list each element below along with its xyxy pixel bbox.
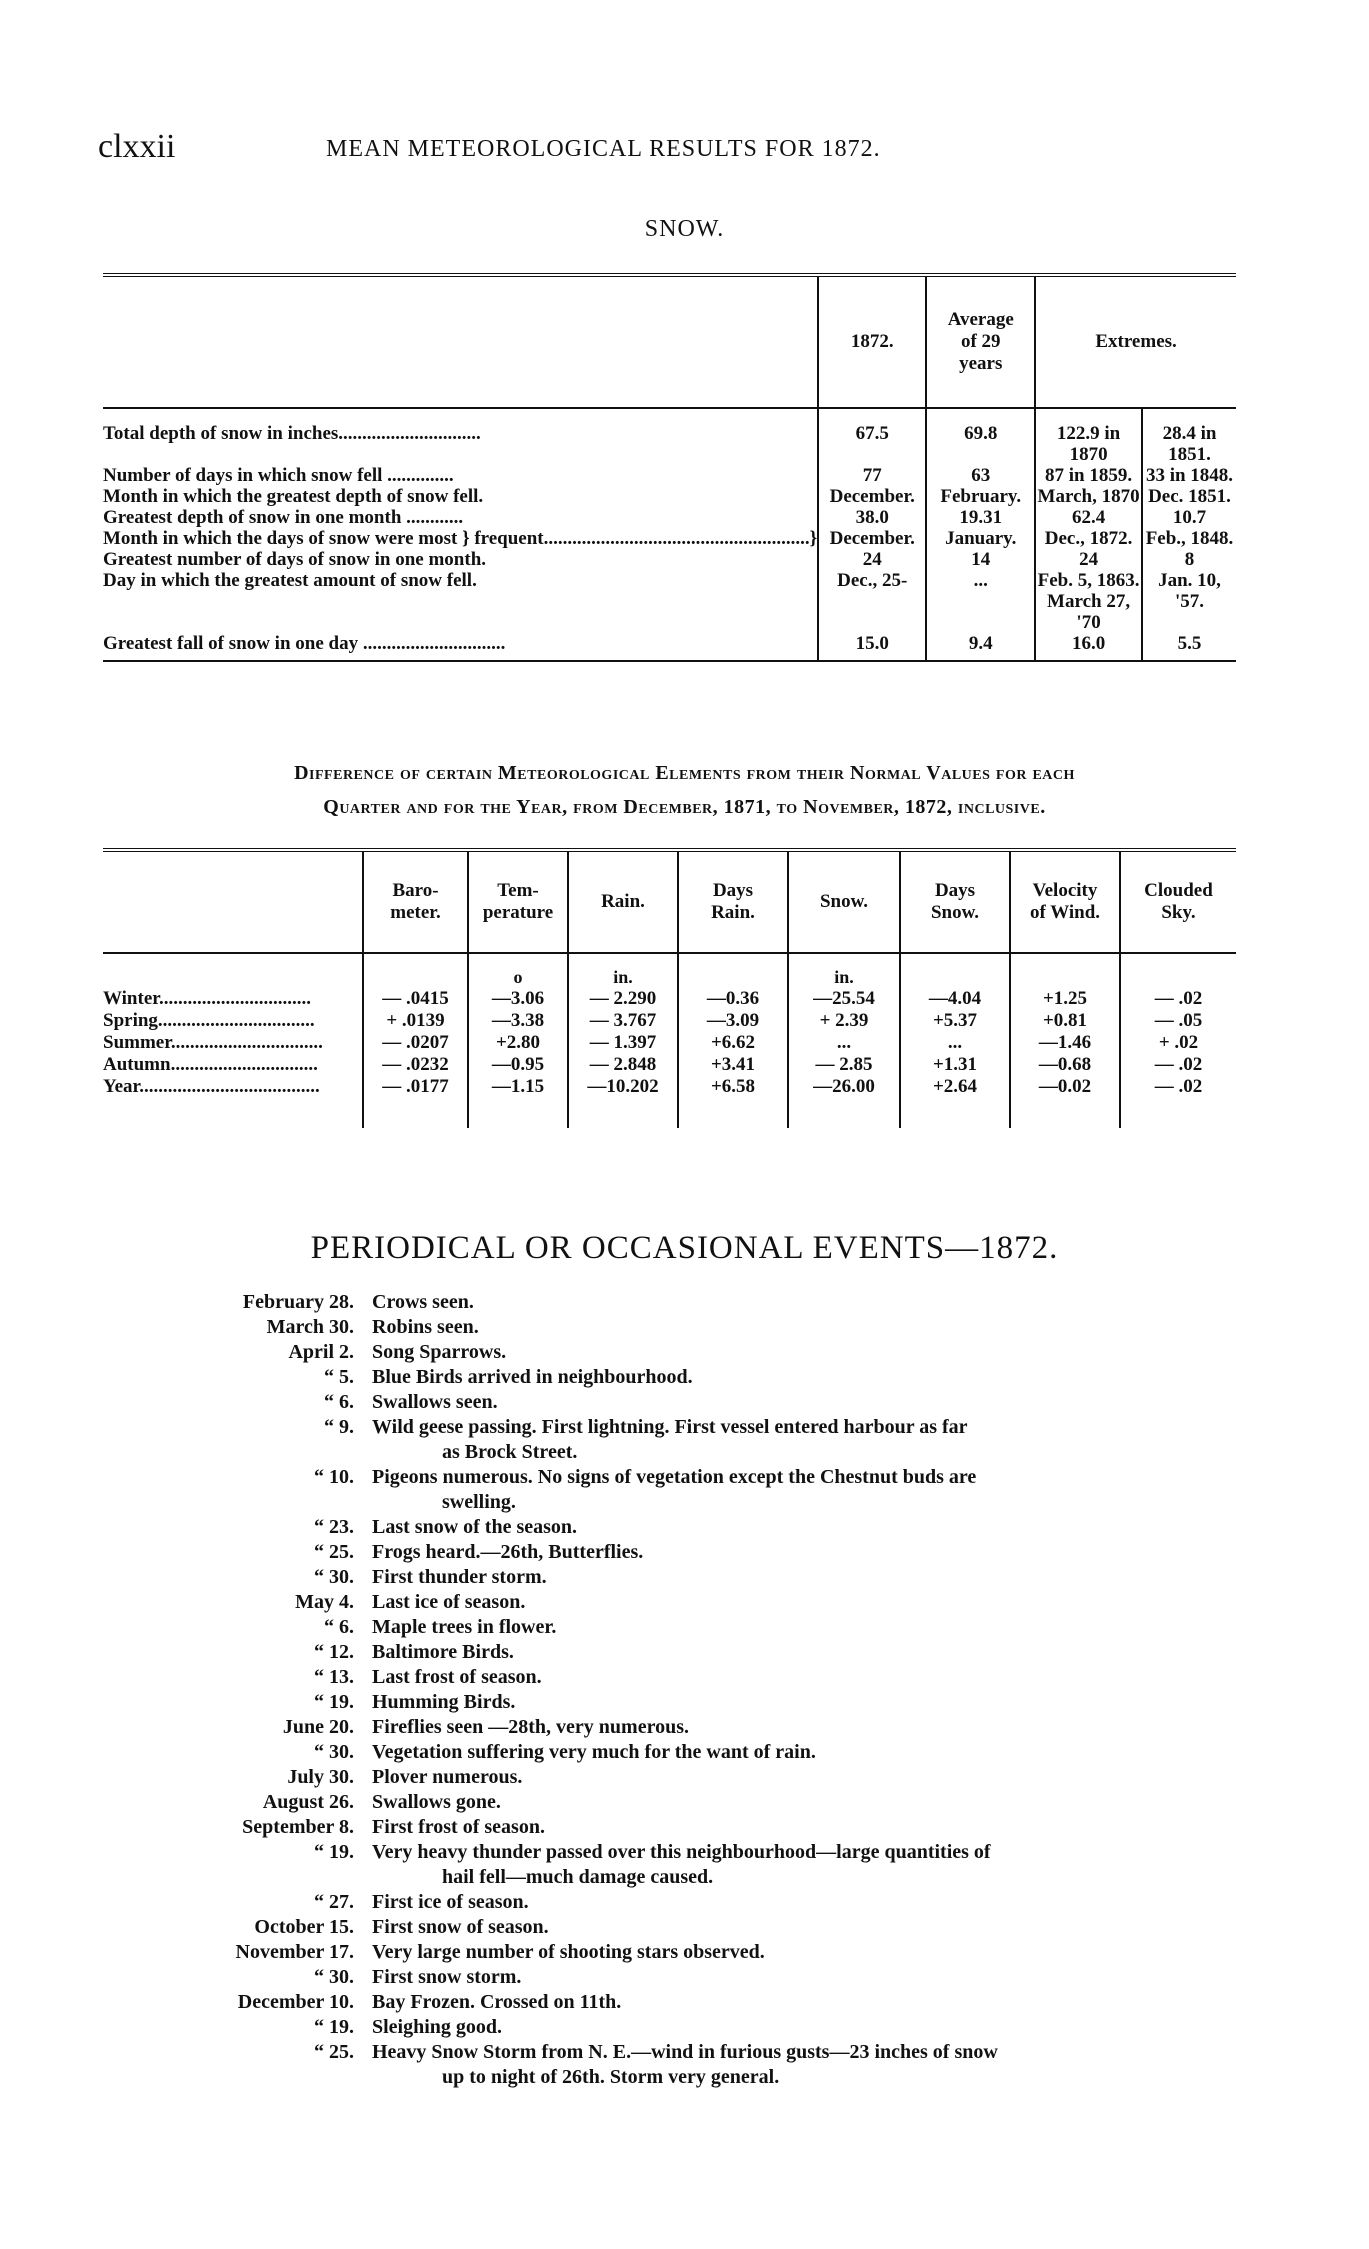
event-item <box>140 1890 1220 1915</box>
snow-extreme-low: 28.4 in 1851. <box>1142 408 1236 465</box>
event-text-line: First frost of season. <box>372 1816 545 1838</box>
event-date: “ 6. <box>324 1616 354 1638</box>
event-date: “ 30. <box>314 1566 354 1588</box>
snow-value-average: January. <box>926 528 1035 549</box>
col-header-days-snow: Days Snow. <box>900 850 1010 953</box>
snow-row-label: Month in which the greatest depth of snow fell. <box>103 486 484 507</box>
event-text-line: Sleighing good. <box>372 2016 503 2038</box>
event-text-line: Very large number of shooting stars observed. <box>372 1941 765 1963</box>
event-text-line: Frogs heard.—26th, Butterflies. <box>372 1541 644 1563</box>
event-text-line: Last ice of season. <box>372 1591 526 1613</box>
snow-row-label: Greatest depth of snow in one month ............ <box>103 507 464 528</box>
difference-value: —26.00 <box>788 1076 900 1128</box>
event-text <box>372 1465 1220 1515</box>
event-text-continuation: as Brock Street. <box>442 1441 578 1463</box>
event-date: April 2. <box>288 1341 354 1363</box>
event-text <box>372 1990 1220 2015</box>
snow-extreme-high: Feb. 5, 1863. March 27, '70 <box>1035 570 1142 633</box>
snow-extreme-low: Jan. 10, '57. <box>1142 570 1236 633</box>
snow-row <box>103 408 1236 465</box>
event-item <box>140 1540 1220 1565</box>
event-text-line: Swallows seen. <box>372 1391 498 1413</box>
col-header-days-rain: Days Rain. <box>678 850 788 953</box>
season-label: Autumn............................... <box>103 1054 318 1075</box>
difference-value: —0.95 <box>468 1054 568 1076</box>
snow-value-1872: 15.0 <box>818 633 926 661</box>
event-text <box>372 1690 1220 1715</box>
difference-row <box>103 1010 1236 1032</box>
snow-row-label: Greatest fall of snow in one day .............................. <box>103 633 818 661</box>
event-item <box>140 1465 1220 1515</box>
difference-value: —3.38 <box>468 1010 568 1032</box>
events-title: PERIODICAL OR OCCASIONAL EVENTS—1872. <box>310 1230 1059 1266</box>
difference-title-line-1: Difference of certain Meteorological Elements from their Normal Values for each <box>294 762 1075 784</box>
event-item <box>140 1390 1220 1415</box>
events-list <box>140 1290 1220 2090</box>
event-text <box>372 1840 1220 1890</box>
event-date: “ 25. <box>314 2041 354 2063</box>
unit-label: in. <box>788 953 900 988</box>
difference-value: +0.81 <box>1010 1010 1120 1032</box>
snow-row-label: Greatest number of days of snow in one month. <box>103 549 487 570</box>
event-text-line: Crows seen. <box>372 1291 474 1313</box>
event-date: February 28. <box>242 1291 354 1313</box>
difference-value: — .02 <box>1120 1054 1236 1076</box>
event-text <box>372 1790 1220 1815</box>
event-text-line: Blue Birds arrived in neighbourhood. <box>372 1366 693 1388</box>
difference-value: — .02 <box>1120 988 1236 1010</box>
snow-value-1872: 77 <box>818 465 926 486</box>
event-text <box>372 1815 1220 1840</box>
event-date: September 8. <box>242 1816 354 1838</box>
event-text <box>372 1590 1220 1615</box>
difference-value: +2.64 <box>900 1076 1010 1128</box>
difference-value: +6.58 <box>678 1076 788 1128</box>
event-date: “ 25. <box>314 1541 354 1563</box>
event-date: “ 6. <box>324 1391 354 1413</box>
event-date: December 10. <box>237 1991 354 2013</box>
difference-value: +5.37 <box>900 1010 1010 1032</box>
difference-value: +1.25 <box>1010 988 1120 1010</box>
difference-row <box>103 1054 1236 1076</box>
event-text-line: Humming Birds. <box>372 1691 516 1713</box>
snow-value-1872: December. <box>818 486 926 507</box>
event-date: July 30. <box>287 1766 354 1788</box>
event-item <box>140 1415 1220 1465</box>
season-label: Spring................................. <box>103 1010 315 1031</box>
season-label: Winter................................ <box>103 988 311 1009</box>
event-text <box>372 1915 1220 1940</box>
season-label: Year...................................... <box>103 1076 320 1097</box>
col-header-average: Average of 29 years <box>926 275 1035 408</box>
difference-value: + 2.39 <box>788 1010 900 1032</box>
event-text <box>372 1290 1220 1315</box>
snow-value-average: 9.4 <box>926 633 1035 661</box>
difference-value: —3.06 <box>468 988 568 1010</box>
event-item <box>140 2015 1220 2040</box>
season-label: Summer................................ <box>103 1032 323 1053</box>
col-header-barometer: Baro-meter. <box>363 850 468 953</box>
difference-row <box>103 1076 1236 1128</box>
event-item <box>140 1765 1220 1790</box>
unit-label <box>678 953 788 988</box>
difference-value: — 3.767 <box>568 1010 678 1032</box>
col-header-clouded-sky: Clouded Sky. <box>1120 850 1236 953</box>
event-date: “ 12. <box>314 1641 354 1663</box>
snow-row <box>103 633 1236 661</box>
event-text-continuation: hail fell—much damage caused. <box>442 1866 714 1888</box>
difference-value: —25.54 <box>788 988 900 1010</box>
event-text-line: Pigeons numerous. No signs of vegetation except the Chestnut buds are <box>372 1466 977 1488</box>
event-item <box>140 1365 1220 1390</box>
snow-row <box>103 465 1236 486</box>
snow-row <box>103 570 1236 633</box>
event-item <box>140 1590 1220 1615</box>
event-date: “ 10. <box>314 1466 354 1488</box>
snow-extreme-high: 122.9 in 1870 <box>1035 408 1142 465</box>
snow-value-average: 69.8 <box>926 408 1035 465</box>
event-text-continuation: swelling. <box>442 1491 516 1513</box>
event-item <box>140 1315 1220 1340</box>
unit-label: in. <box>568 953 678 988</box>
event-text-line: Heavy Snow Storm from N. E.—wind in furious gusts—23 inches of snow <box>372 2041 998 2063</box>
event-text-line: Very heavy thunder passed over this neighbourhood—large quantities of <box>372 1841 991 1863</box>
snow-extreme-low: 5.5 <box>1142 633 1236 661</box>
snow-row-label: Total depth of snow in inches.............................. <box>103 423 481 444</box>
event-text-line: Baltimore Birds. <box>372 1641 514 1663</box>
snow-value-1872: 38.0 <box>818 507 926 528</box>
event-text-line: Swallows gone. <box>372 1791 501 1813</box>
difference-table-header <box>103 850 1236 953</box>
difference-value: —4.04 <box>900 988 1010 1010</box>
event-text <box>372 1565 1220 1590</box>
event-item <box>140 1815 1220 1840</box>
difference-value: —0.02 <box>1010 1076 1120 1128</box>
event-text-line: Robins seen. <box>372 1316 479 1338</box>
event-date: “ 19. <box>314 2016 354 2038</box>
col-header-velocity-wind: Velocity of Wind. <box>1010 850 1120 953</box>
event-date: “ 13. <box>314 1666 354 1688</box>
difference-value: — .02 <box>1120 1076 1236 1128</box>
snow-row <box>103 486 1236 507</box>
snow-row-label: Day in which the greatest amount of snow fell. <box>103 570 477 591</box>
difference-table-body <box>103 953 1236 1128</box>
snow-extreme-high: 62.4 <box>1035 507 1142 528</box>
event-date: “ 30. <box>314 1966 354 1988</box>
event-text <box>372 1665 1220 1690</box>
snow-value-average: 14 <box>926 549 1035 570</box>
page-number: clxxii <box>98 128 176 165</box>
snow-row-label: Month in which the days of snow were most } frequent........................................................} <box>103 528 818 549</box>
snow-extreme-high: Dec., 1872. <box>1035 528 1142 549</box>
difference-title <box>0 756 1369 824</box>
unit-label <box>1120 953 1236 988</box>
difference-value: + .0139 <box>363 1010 468 1032</box>
difference-value: —0.36 <box>678 988 788 1010</box>
difference-value: —0.68 <box>1010 1054 1120 1076</box>
event-text <box>372 1715 1220 1740</box>
event-text-line: First thunder storm. <box>372 1566 547 1588</box>
event-item <box>140 1665 1220 1690</box>
col-header-rain: Rain. <box>568 850 678 953</box>
event-text <box>372 1390 1220 1415</box>
difference-value: ... <box>900 1032 1010 1054</box>
snow-row <box>103 507 1236 528</box>
snow-title: SNOW. <box>644 216 725 242</box>
event-text <box>372 2040 1220 2090</box>
event-date: “ 19. <box>314 1841 354 1863</box>
snow-value-average: 63 <box>926 465 1035 486</box>
unit-label <box>900 953 1010 988</box>
difference-value: —1.46 <box>1010 1032 1120 1054</box>
unit-label <box>363 953 468 988</box>
event-text <box>372 1890 1220 1915</box>
difference-value: —3.09 <box>678 1010 788 1032</box>
event-date: “ 27. <box>314 1891 354 1913</box>
units-row <box>103 953 1236 988</box>
event-text-line: Plover numerous. <box>372 1766 523 1788</box>
snow-table-header <box>103 275 1236 408</box>
event-date: November 17. <box>235 1941 354 1963</box>
event-text-line: Maple trees in flower. <box>372 1616 557 1638</box>
snow-row <box>103 528 1236 549</box>
event-date: “ 23. <box>314 1516 354 1538</box>
difference-value: — .0177 <box>363 1076 468 1128</box>
event-text-line: First ice of season. <box>372 1891 529 1913</box>
snow-extreme-high: March, 1870 <box>1035 486 1142 507</box>
difference-value: — .0415 <box>363 988 468 1010</box>
event-text <box>372 1615 1220 1640</box>
difference-table <box>103 848 1236 1128</box>
snow-table-body <box>103 408 1236 661</box>
difference-value: — .0232 <box>363 1054 468 1076</box>
difference-value: — .05 <box>1120 1010 1236 1032</box>
snow-extreme-high: 24 <box>1035 549 1142 570</box>
event-date: March 30. <box>266 1316 354 1338</box>
difference-value: +1.31 <box>900 1054 1010 1076</box>
snow-extreme-low: Feb., 1848. <box>1142 528 1236 549</box>
snow-value-average: 19.31 <box>926 507 1035 528</box>
event-text <box>372 1540 1220 1565</box>
difference-title-line-2: Quarter and for the Year, from December, 1871, to November, 1872, inclusive. <box>323 796 1046 818</box>
snow-row <box>103 549 1236 570</box>
col-header-1872: 1872. <box>818 275 926 408</box>
event-text-continuation: up to night of 26th. Storm very general. <box>442 2066 780 2088</box>
event-text <box>372 1765 1220 1790</box>
event-item <box>140 1840 1220 1890</box>
event-text <box>372 1740 1220 1765</box>
event-date: “ 5. <box>324 1366 354 1388</box>
snow-extreme-low: 33 in 1848. <box>1142 465 1236 486</box>
difference-value: — 2.85 <box>788 1054 900 1076</box>
snow-extreme-low: 10.7 <box>1142 507 1236 528</box>
event-item <box>140 1740 1220 1765</box>
difference-value: — .0207 <box>363 1032 468 1054</box>
event-text-line: First snow of season. <box>372 1916 549 1938</box>
difference-value: ... <box>788 1032 900 1054</box>
snow-row-label: Number of days in which snow fell .............. <box>103 465 454 486</box>
event-date: October 15. <box>254 1916 354 1938</box>
event-item <box>140 1515 1220 1540</box>
event-text-line: Vegetation suffering very much for the want of rain. <box>372 1741 816 1763</box>
event-text-line: Last snow of the season. <box>372 1516 578 1538</box>
event-date: June 20. <box>282 1716 354 1738</box>
event-text <box>372 1965 1220 1990</box>
col-header-snow: Snow. <box>788 850 900 953</box>
event-item <box>140 1715 1220 1740</box>
difference-value: —10.202 <box>568 1076 678 1128</box>
difference-value: — 1.397 <box>568 1032 678 1054</box>
event-text <box>372 2015 1220 2040</box>
snow-table <box>103 273 1236 662</box>
snow-value-1872: Dec., 25- <box>818 570 926 633</box>
event-text-line: Fireflies seen —28th, very numerous. <box>372 1716 690 1738</box>
snow-value-average: ... <box>926 570 1035 633</box>
difference-value: —1.15 <box>468 1076 568 1128</box>
event-item <box>140 1340 1220 1365</box>
snow-value-1872: December. <box>818 528 926 549</box>
snow-value-1872: 24 <box>818 549 926 570</box>
col-header-temperature: Tem-perature <box>468 850 568 953</box>
snow-value-1872: 67.5 <box>818 408 926 465</box>
event-text-line: Wild geese passing. First lightning. First vessel entered harbour as far <box>372 1416 968 1438</box>
event-date: “ 19. <box>314 1691 354 1713</box>
difference-row <box>103 988 1236 1010</box>
snow-extreme-high: 87 in 1859. <box>1035 465 1142 486</box>
snow-extreme-high: 16.0 <box>1035 633 1142 661</box>
event-date: August 26. <box>262 1791 354 1813</box>
running-head: MEAN METEOROLOGICAL RESULTS FOR 1872. <box>326 136 881 162</box>
event-item <box>140 1965 1220 1990</box>
difference-value: — 2.290 <box>568 988 678 1010</box>
col-header-extremes: Extremes. <box>1035 275 1236 408</box>
difference-value: +2.80 <box>468 1032 568 1054</box>
event-text <box>372 1940 1220 1965</box>
difference-value: +6.62 <box>678 1032 788 1054</box>
event-text-line: Song Sparrows. <box>372 1341 507 1363</box>
event-text <box>372 1365 1220 1390</box>
event-text <box>372 1640 1220 1665</box>
page-header <box>98 128 1278 168</box>
event-text-line: Bay Frozen. Crossed on 11th. <box>372 1991 622 2013</box>
event-item <box>140 1690 1220 1715</box>
event-text <box>372 1415 1220 1465</box>
difference-value: — 2.848 <box>568 1054 678 1076</box>
event-item <box>140 1615 1220 1640</box>
event-text <box>372 1315 1220 1340</box>
event-date: May 4. <box>295 1591 354 1613</box>
event-text-line: Last frost of season. <box>372 1666 542 1688</box>
event-item <box>140 2040 1220 2090</box>
event-item <box>140 1940 1220 1965</box>
event-item <box>140 1290 1220 1315</box>
difference-value: +3.41 <box>678 1054 788 1076</box>
event-item <box>140 1640 1220 1665</box>
unit-label: o <box>468 953 568 988</box>
event-item <box>140 1915 1220 1940</box>
difference-row <box>103 1032 1236 1054</box>
event-text-line: First snow storm. <box>372 1966 522 1988</box>
snow-value-average: February. <box>926 486 1035 507</box>
event-date: “ 30. <box>314 1741 354 1763</box>
event-item <box>140 1990 1220 2015</box>
snow-extreme-low: 8 <box>1142 549 1236 570</box>
units-row-label <box>103 953 363 988</box>
event-date: “ 9. <box>324 1416 354 1438</box>
snow-extreme-low: Dec. 1851. <box>1142 486 1236 507</box>
event-text <box>372 1515 1220 1540</box>
difference-value: + .02 <box>1120 1032 1236 1054</box>
event-text <box>372 1340 1220 1365</box>
event-item <box>140 1790 1220 1815</box>
event-item <box>140 1565 1220 1590</box>
unit-label <box>1010 953 1120 988</box>
